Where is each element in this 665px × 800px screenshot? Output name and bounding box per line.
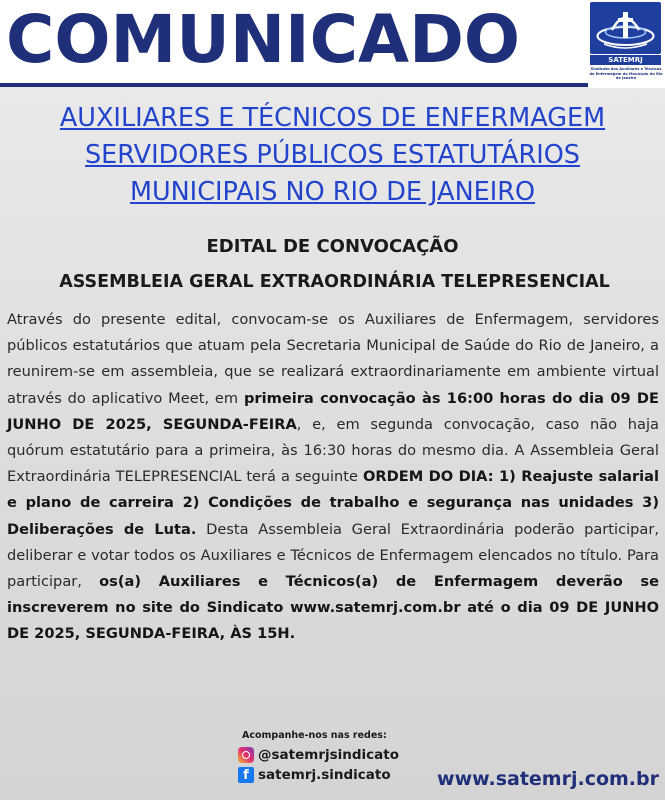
site-url[interactable]: www.satemrj.com.br: [437, 768, 659, 790]
body-text-2: , e, em segunda convocação, caso não haja quórum estatutário para a primeira, às 16:30 horas do mesmo dia. A Assembleia Geral Extraordinária TELEPRESENCIAL terá a seguinte: [7, 415, 659, 486]
logo-subtitle: Sindicato dos Auxiliares e Técnicos de Enfermagem do Município do Rio de Janeiro: [589, 67, 663, 81]
satemrj-logo: [588, 0, 665, 88]
instagram-link[interactable]: [238, 747, 399, 763]
body-bold-2: ORDEM DO DIA: 1) Reajuste salarial e plano de carreira 2) Condições de trabalho e segurança nas unidades 3) Deliberações de Luta.: [7, 468, 659, 538]
logo-name: SATEMRJ: [590, 55, 661, 65]
logo-emblem-icon: [590, 2, 661, 54]
body-text-1: Através do presente edital, convocam-se os Auxiliares de Enfermagem, servidores públicos estatutários que atuam pela Secretaria Municipal de Saúde do Rio de Janeiro, a reunirem-se em assembleia, que se realizará extraordinariamente em ambiente virtual através do aplicativo Meet, em: [7, 311, 659, 407]
header-divider: [0, 83, 588, 87]
body-bold-3: os(a) Auxiliares e Técnicos(a) de Enfermagem deverão se inscreverem no site do Sindicato www.satemrj.com.br até o dia 09 DE JUNHO DE 2025, SEGUNDA-FEIRA, ÀS 15H.: [7, 573, 659, 643]
audience-title: [0, 100, 665, 211]
body-text-3: Desta Assembleia Geral Extraordinária poderão participar, deliberar e votar todos os Auxiliares e Técnicos de Enfermagem elencados no título. Para participar,: [7, 520, 660, 591]
body-bold-1: primeira convocação às 16:00 horas do dia 09 DE JUNHO DE 2025, SEGUNDA-FEIRA: [7, 389, 659, 433]
edital-heading: EDITAL DE CONVOCAÇÃO: [206, 236, 459, 257]
assembleia-heading: ASSEMBLEIA GERAL EXTRAORDINÁRIA TELEPRESENCIAL: [59, 272, 610, 292]
facebook-link[interactable]: [238, 767, 391, 783]
social-title: Acompanhe-nos nas redes:: [242, 730, 387, 741]
instagram-handle: @satemrjsindicato: [258, 747, 400, 763]
facebook-icon: f: [238, 767, 254, 783]
title-line-2: SERVIDORES PÚBLICOS ESTATUTÁRIOS: [85, 140, 580, 170]
facebook-handle: satemrj.sindicato: [258, 767, 391, 783]
title-line-1: AUXILIARES E TÉCNICOS DE ENFERMAGEM: [59, 103, 606, 133]
instagram-icon: [238, 747, 254, 763]
title-line-3: MUNICIPAIS NO RIO DE JANEIRO: [129, 177, 536, 207]
header: [0, 0, 665, 86]
edital-body: [7, 307, 659, 648]
headline: COMUNICADO: [6, 1, 521, 78]
